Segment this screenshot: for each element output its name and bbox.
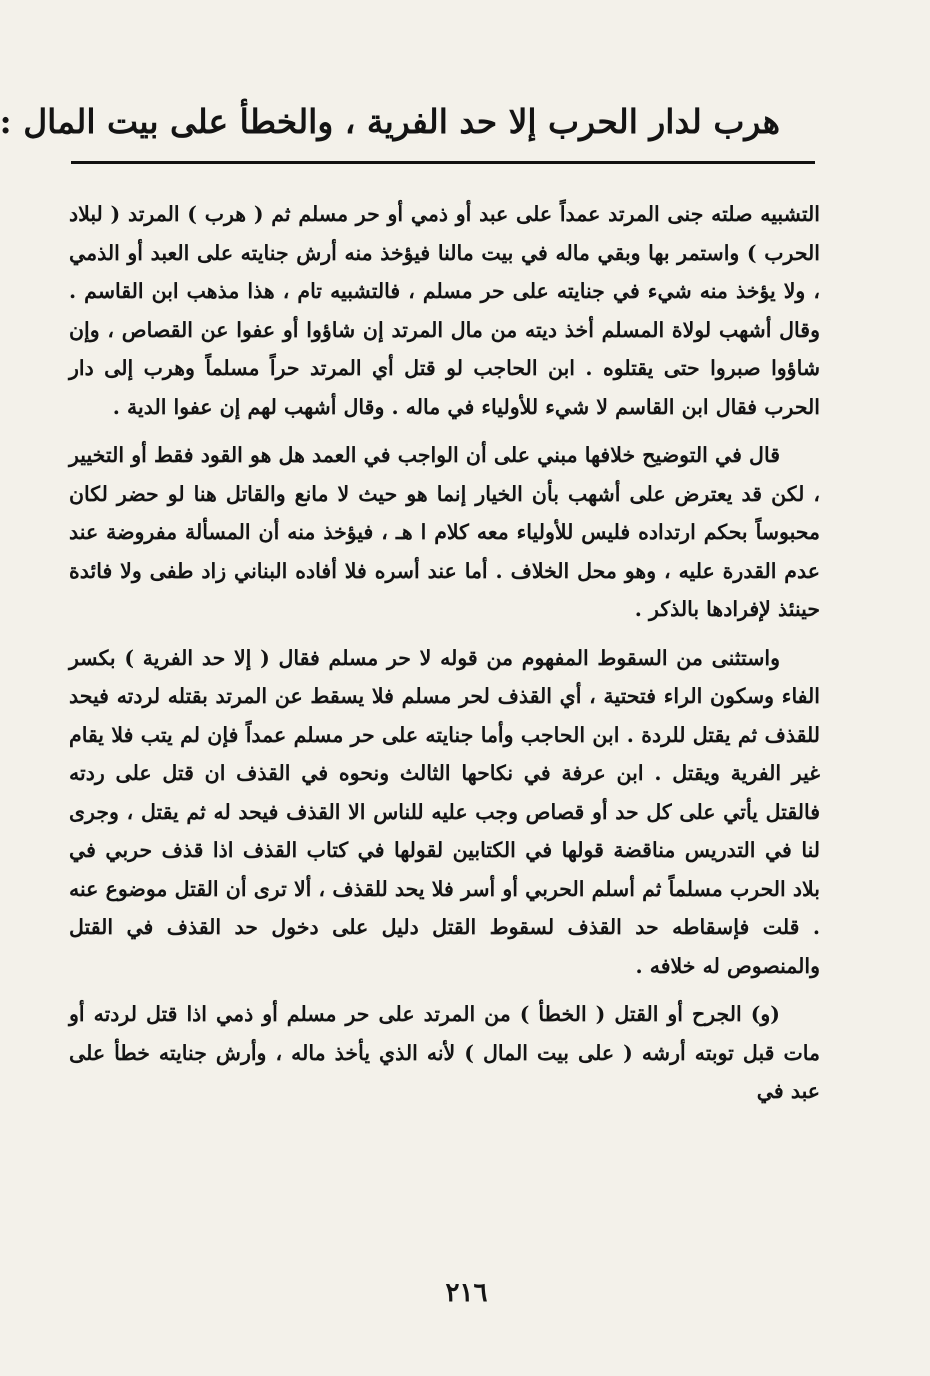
body-text: [69, 195, 820, 1121]
page-number: ٢١٦: [445, 1278, 488, 1308]
paragraph: واستثنى من السقوط المفهوم من قوله لا حر مسلم فقال ( إلا حد الفرية ) بكسر الفاء وسكون الراء فتحتية ، أي القذف لحر مسلم فلا يسقط عن المرتد بقتله لردته فيحد للقذف ثم يقتل للردة . ابن الحاجب وأما جنايته على حر مسلم عمداً فإن لم يتب فلا يقام غير الفرية ويقتل . ابن عرفة في نكاحها الثالث ونحوه في القذف ان قتل على ردته فالقتل يأتي على كل حد أو قصاص وجب عليه للناس الا القذف فيحد له ثم يقتل ، وجرى لنا في التدريس مناقضة قولها في الكتابين لقولها في كتاب القذف اذا قذف حربي في بلاد الحرب مسلماً ثم أسلم الحربي أو أسر فلا يحد للقذف ، ألا ترى أن القتل موضوع عنه . قلت فإسقاطه حد القذف لسقوط القتل دليل على دخول حد القذف في القتل والمنصوص له خلافه .: [69, 645, 820, 978]
running-header: هرب لدار الحرب إلا حد الفرية ، والخطأ على بيت المال :: [0, 102, 780, 141]
paragraph: التشبيه صلته جنى المرتد عمداً على عبد أو ذمي أو حر مسلم ثم ( هرب ) المرتد ( لبلاد الحرب ) واستمر بها وبقي ماله في بيت مالنا فيؤخذ منه أرش جنايته على العبد أو الذمي ، ولا يؤخذ منه شيء في جنايته على حر مسلم ، فالتشبيه تام ، هذا مذهب ابن القاسم . وقال أشهب لولاة المسلم أخذ ديته من مال المرتد إن شاؤوا أو عفوا عن القصاص ، وإن شاؤوا صبروا حتى يقتلوه . ابن الحاجب لو قتل أي المرتد حراً مسلماً وهرب إلى دار الحرب فقال ابن القاسم لا شيء للأولياء في ماله . وقال أشهب لهم إن عفوا الدية .: [69, 202, 820, 419]
paragraph: (و) الجرح أو القتل ( الخطأ ) من المرتد على حر مسلم أو ذمي اذا قتل لردته أو مات قبل توبته أرشه ( على بيت المال ) لأنه الذي يأخذ ماله ، وأرش جنايته خطأ على عبد في: [69, 1002, 820, 1103]
header-divider: [71, 161, 815, 164]
paragraph: قال في التوضيح خلافها مبني على أن الواجب في العمد هل هو القود فقط أو التخيير ، لكن قد يعترض على أشهب بأن الخيار إنما هو حيث لا مانع والقاتل هنا لو حضر لكان محبوساً بحكم ارتداده فليس للأولياء معه كلام ا هـ ، فيؤخذ منه أن المسألة مفروضة عند عدم القدرة عليه ، وهو محل الخلاف . أما عند أسره فلا أفاده البناني زاد طفى ولا فائدة حينئذ لإفرادها بالذكر .: [69, 443, 820, 621]
